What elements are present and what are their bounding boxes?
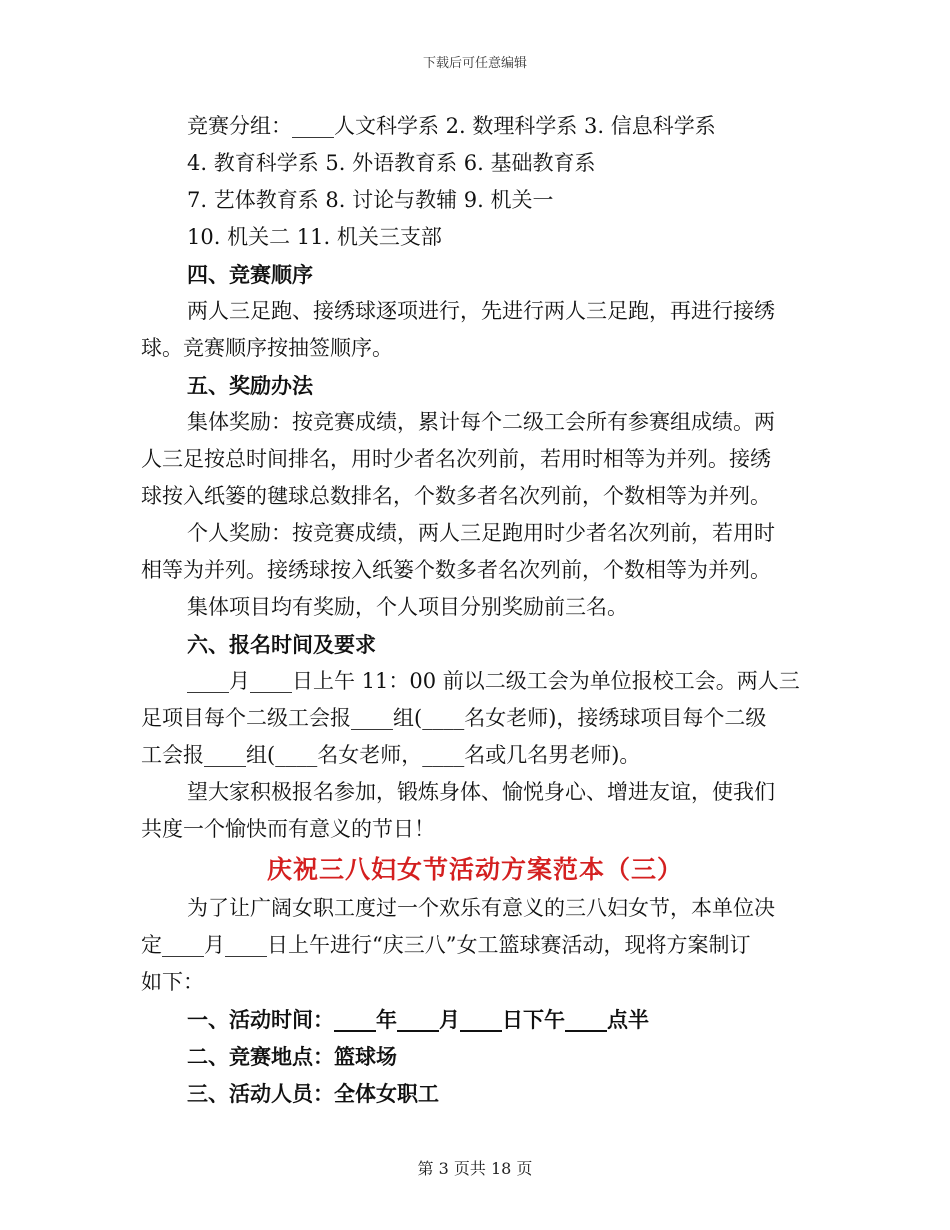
paragraph-line: 球。竞赛顺序按抽签顺序。 xyxy=(141,336,393,360)
document-body xyxy=(141,108,809,1112)
page-footer: 第 3 页共 18 页 xyxy=(417,1159,533,1178)
paragraph-line: 如下： xyxy=(141,970,204,994)
paragraph-line: 7. 艺体教育系 8. 讨论与教辅 9. 机关一 xyxy=(187,188,554,212)
paragraph-line: 集体奖励：按竞赛成绩，累计每个二级工会所有参赛组成绩。两 xyxy=(187,410,775,434)
section-heading: 三、活动人员：全体女职工 xyxy=(187,1081,439,1106)
paragraph-line: 集体项目均有奖励，个人项目分别奖励前三名。 xyxy=(187,595,628,619)
section-heading: 五、奖励办法 xyxy=(187,373,313,398)
paragraph-line: 4. 教育科学系 5. 外语教育系 6. 基础教育系 xyxy=(187,151,596,175)
paragraph-line: 工会报____组(____名女老师，____名或几名男老师)。 xyxy=(141,743,641,767)
paragraph-line: 球按入纸篓的毽球总数排名，个数多者名次列前，个数相等为并列。 xyxy=(141,484,771,508)
paragraph-line: 为了让广阔女职工度过一个欢乐有意义的三八妇女节，本单位决 xyxy=(187,896,775,920)
page-header: 下载后可任意编辑 xyxy=(422,56,527,71)
paragraph-line: 望大家积极报名参加，锻炼身体、愉悦身心、增进友谊，使我们 xyxy=(187,780,775,804)
document-title: 庆祝三八妇女节活动方案范本（三） xyxy=(266,855,683,884)
paragraph-line: 人三足按总时间排名，用时少者名次列前，若用时相等为并列。接绣 xyxy=(141,447,771,471)
paragraph-line: 定____月____日上午进行“庆三八”女工篮球赛活动，现将方案制订 xyxy=(141,933,751,957)
paragraph-line: 共度一个愉快而有意义的节日！ xyxy=(141,817,435,841)
paragraph-line: 竞赛分组：____人文科学系 2. 数理科学系 3. 信息科学系 xyxy=(187,114,716,138)
paragraph-line: 相等为并列。接绣球按入纸篓个数多者名次列前，个数相等为并列。 xyxy=(141,558,771,582)
paragraph-line: ____月____日上午 11：00 前以二级工会为单位报校工会。两人三 xyxy=(187,669,800,693)
paragraph-line: 个人奖励：按竞赛成绩，两人三足跑用时少者名次列前，若用时 xyxy=(187,521,775,545)
section-heading: 四、竞赛顺序 xyxy=(187,262,313,287)
section-heading: 一、活动时间：____年____月____日下午____点半 xyxy=(187,1007,649,1032)
section-heading: 六、报名时间及要求 xyxy=(187,632,376,657)
paragraph-line: 两人三足跑、接绣球逐项进行，先进行两人三足跑，再进行接绣 xyxy=(187,299,775,323)
section-heading: 二、竞赛地点：篮球场 xyxy=(187,1044,397,1069)
paragraph-line: 10. 机关二 11. 机关三支部 xyxy=(187,225,442,249)
paragraph-line: 足项目每个二级工会报____组(____名女老师)，接绣球项目每个二级 xyxy=(141,706,767,730)
